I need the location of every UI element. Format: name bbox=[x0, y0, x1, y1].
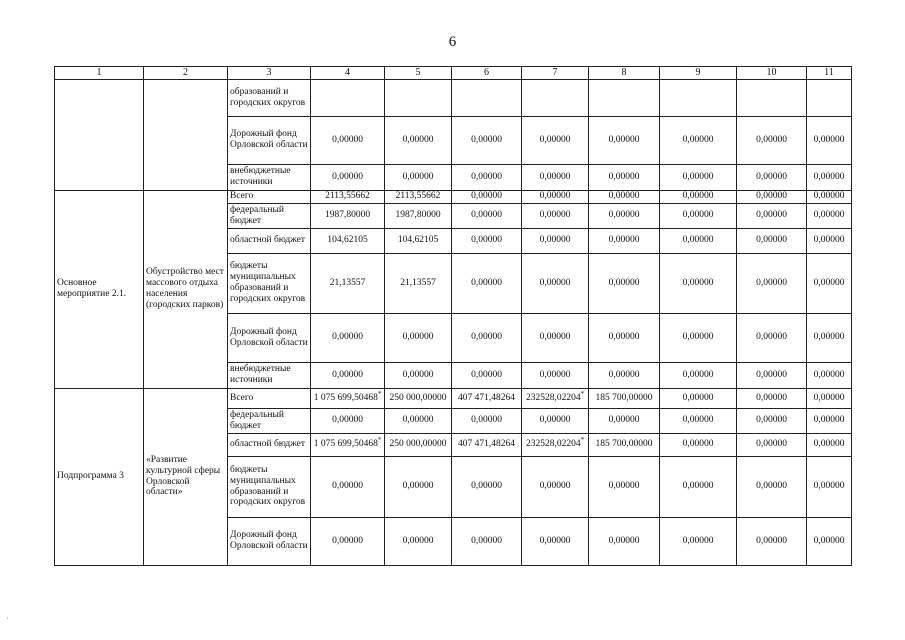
value-text: 0,00000 bbox=[402, 535, 434, 546]
value-cell bbox=[385, 313, 452, 362]
table-row bbox=[55, 79, 852, 116]
value-text: 0,00000 bbox=[608, 171, 640, 182]
value-text: 0,00000 bbox=[402, 332, 434, 343]
value-text: 0,00000 bbox=[539, 535, 571, 546]
value-text: 407 471,48264 bbox=[458, 439, 515, 450]
value-text: 0,00000 bbox=[756, 369, 787, 380]
header-cell: 7 bbox=[522, 67, 589, 80]
funding-source-cell: областной бюджет bbox=[228, 433, 311, 456]
value-text: 0,00000 bbox=[332, 171, 363, 182]
footnote-asterisk: * bbox=[377, 436, 382, 445]
value-text: 0,00000 bbox=[539, 369, 571, 380]
value-text: 104,62105 bbox=[327, 235, 368, 246]
value-cell bbox=[522, 408, 589, 433]
value-cell bbox=[522, 388, 589, 408]
funding-source-cell: федеральный бюджет bbox=[228, 203, 311, 228]
value-cell bbox=[589, 164, 660, 190]
value-cell bbox=[385, 79, 452, 116]
value-cell bbox=[660, 164, 737, 190]
budget-table bbox=[54, 66, 852, 566]
value-text: 0,00000 bbox=[813, 210, 845, 221]
value-cell bbox=[737, 456, 807, 517]
value-cell bbox=[660, 388, 737, 408]
value-text: 0,00000 bbox=[682, 369, 714, 380]
value-cell bbox=[522, 517, 589, 565]
funding-source-cell: Всего bbox=[228, 388, 311, 408]
value-text: 0,00000 bbox=[756, 415, 787, 426]
value-cell bbox=[589, 388, 660, 408]
value-cell bbox=[737, 228, 807, 253]
value-text: 0,00000 bbox=[682, 535, 714, 546]
value-text: 0,00000 bbox=[608, 235, 640, 246]
value-text: 0,00000 bbox=[756, 332, 787, 343]
value-cell bbox=[660, 456, 737, 517]
value-cell bbox=[385, 203, 452, 228]
value-text: 0,00000 bbox=[756, 535, 787, 546]
value-text: 0,00000 bbox=[682, 277, 714, 288]
value-cell bbox=[660, 253, 737, 313]
value-cell bbox=[311, 190, 385, 203]
value-cell bbox=[311, 228, 385, 253]
value-text: 0,00000 bbox=[608, 415, 640, 426]
value-text: 0,00000 bbox=[539, 415, 571, 426]
value-cell bbox=[452, 253, 522, 313]
value-text: 0,00000 bbox=[539, 134, 571, 145]
header-cell: 1 bbox=[55, 67, 144, 80]
measure-name-cell: Основное мероприятие 2.1. bbox=[55, 190, 144, 388]
value-cell bbox=[452, 116, 522, 164]
value-text: 0,00000 bbox=[402, 134, 434, 145]
value-text: 0,00000 bbox=[682, 481, 714, 492]
measure-name-cell bbox=[55, 79, 144, 190]
value-cell bbox=[452, 388, 522, 408]
value-text: 2113,55662 bbox=[325, 191, 370, 202]
value-text: 0,00000 bbox=[756, 481, 787, 492]
value-cell bbox=[589, 190, 660, 203]
value-text: 0,00000 bbox=[756, 277, 787, 288]
value-text: 0,00000 bbox=[402, 481, 434, 492]
value-cell bbox=[522, 313, 589, 362]
value-text: 0,00000 bbox=[608, 369, 640, 380]
value-text: 1 075 699,50468 bbox=[313, 439, 378, 450]
value-text: 0,00000 bbox=[332, 369, 363, 380]
value-cell bbox=[737, 164, 807, 190]
value-cell bbox=[385, 456, 452, 517]
value-cell bbox=[737, 433, 807, 456]
value-text: 0,00000 bbox=[332, 481, 363, 492]
value-cell bbox=[385, 517, 452, 565]
value-text: 0,00000 bbox=[756, 210, 787, 221]
value-cell bbox=[807, 79, 852, 116]
value-text: 0,00000 bbox=[608, 134, 640, 145]
value-cell bbox=[522, 362, 589, 388]
funding-source-cell: Дорожный фонд Орловской области bbox=[228, 116, 311, 164]
value-cell bbox=[311, 388, 385, 408]
funding-source-cell: Дорожный фонд Орловской области bbox=[228, 313, 311, 362]
value-cell bbox=[807, 433, 852, 456]
value-text: 0,00000 bbox=[402, 171, 434, 182]
stray-mark: · bbox=[6, 614, 9, 623]
value-cell bbox=[452, 190, 522, 203]
funding-source-cell: внебюджетные источники bbox=[228, 164, 311, 190]
value-text: 0,00000 bbox=[682, 191, 714, 202]
value-text: 0,00000 bbox=[608, 277, 640, 288]
value-text: 0,00000 bbox=[682, 439, 714, 450]
funding-source-cell: образований и городских округов bbox=[228, 79, 311, 116]
header-cell: 2 bbox=[144, 67, 228, 80]
value-text: 0,00000 bbox=[471, 134, 502, 145]
measure-title-cell: Обустройство мест массового отдыха населения (городских парков) bbox=[144, 190, 228, 388]
value-cell bbox=[589, 79, 660, 116]
value-text: 0,00000 bbox=[813, 392, 845, 403]
funding-source-cell: областной бюджет bbox=[228, 228, 311, 253]
value-text: 0,00000 bbox=[756, 171, 787, 182]
value-cell bbox=[452, 203, 522, 228]
value-cell bbox=[452, 228, 522, 253]
value-cell bbox=[385, 253, 452, 313]
value-cell bbox=[311, 433, 385, 456]
value-text: 1 075 699,50468 bbox=[313, 392, 378, 403]
value-text: 0,00000 bbox=[813, 171, 845, 182]
value-cell bbox=[807, 190, 852, 203]
value-cell bbox=[311, 253, 385, 313]
value-text: 0,00000 bbox=[471, 332, 502, 343]
header-cell: 5 bbox=[385, 67, 452, 80]
value-cell bbox=[452, 408, 522, 433]
value-text: 0,00000 bbox=[813, 332, 845, 343]
value-text: 0,00000 bbox=[539, 481, 571, 492]
value-cell bbox=[737, 408, 807, 433]
value-text: 185 700,00000 bbox=[595, 392, 653, 403]
value-text: 0,00000 bbox=[471, 535, 502, 546]
value-text: 2113,55662 bbox=[395, 191, 441, 202]
value-cell bbox=[385, 408, 452, 433]
value-text: 0,00000 bbox=[332, 332, 363, 343]
funding-source-cell: бюджеты муниципальных образований и городских округов bbox=[228, 253, 311, 313]
table-row bbox=[55, 190, 852, 203]
header-cell: 4 bbox=[311, 67, 385, 80]
value-cell bbox=[807, 203, 852, 228]
value-text: 0,00000 bbox=[813, 415, 845, 426]
value-text: 0,00000 bbox=[682, 171, 714, 182]
value-text: 232528,02204 bbox=[525, 439, 581, 450]
value-cell bbox=[385, 228, 452, 253]
value-text: 0,00000 bbox=[608, 210, 640, 221]
value-text: 0,00000 bbox=[756, 392, 787, 403]
value-cell bbox=[807, 408, 852, 433]
value-cell bbox=[452, 79, 522, 116]
value-text: 0,00000 bbox=[608, 535, 640, 546]
value-text: 0,00000 bbox=[332, 415, 363, 426]
value-cell bbox=[385, 388, 452, 408]
value-text: 0,00000 bbox=[813, 481, 845, 492]
value-cell bbox=[807, 313, 852, 362]
value-text: 0,00000 bbox=[813, 191, 845, 202]
value-cell bbox=[452, 362, 522, 388]
value-cell bbox=[385, 362, 452, 388]
value-text: 21,13557 bbox=[329, 277, 366, 288]
value-text: 0,00000 bbox=[471, 415, 502, 426]
value-cell bbox=[737, 388, 807, 408]
value-cell bbox=[737, 253, 807, 313]
funding-source-cell: бюджеты муниципальных образований и городских округов bbox=[228, 456, 311, 517]
value-text: 104,62105 bbox=[397, 235, 439, 246]
header-cell: 9 bbox=[660, 67, 737, 80]
value-text: 1987,80000 bbox=[324, 210, 371, 221]
value-text: 0,00000 bbox=[539, 332, 571, 343]
value-text: 232528,02204 bbox=[525, 392, 581, 403]
value-cell bbox=[311, 517, 385, 565]
value-cell bbox=[311, 362, 385, 388]
value-cell bbox=[385, 164, 452, 190]
value-cell bbox=[737, 79, 807, 116]
header-cell: 3 bbox=[228, 67, 311, 80]
header-row bbox=[55, 67, 852, 80]
value-cell bbox=[522, 253, 589, 313]
value-cell bbox=[737, 203, 807, 228]
header-cell: 11 bbox=[807, 67, 852, 80]
value-text: 0,00000 bbox=[471, 481, 502, 492]
header-cell: 8 bbox=[589, 67, 660, 80]
value-cell bbox=[737, 313, 807, 362]
funding-source-cell: Всего bbox=[228, 190, 311, 203]
value-cell bbox=[452, 164, 522, 190]
value-cell bbox=[807, 456, 852, 517]
value-text: 0,00000 bbox=[471, 171, 502, 182]
value-text: 0,00000 bbox=[813, 235, 845, 246]
value-text: 0,00000 bbox=[756, 134, 787, 145]
value-cell bbox=[311, 203, 385, 228]
value-cell bbox=[522, 456, 589, 517]
value-cell bbox=[737, 190, 807, 203]
footnote-asterisk: * bbox=[580, 436, 585, 445]
value-cell bbox=[807, 116, 852, 164]
value-text: 0,00000 bbox=[813, 535, 845, 546]
value-text: 0,00000 bbox=[756, 235, 787, 246]
header-cell: 10 bbox=[737, 67, 807, 80]
measure-name-cell: Подпрограмма 3 bbox=[55, 388, 144, 565]
value-cell bbox=[807, 253, 852, 313]
value-cell bbox=[807, 362, 852, 388]
value-cell bbox=[385, 433, 452, 456]
measure-title-cell: «Развитие культурной сферы Орловской области» bbox=[144, 388, 228, 565]
value-cell bbox=[522, 203, 589, 228]
value-text: 250 000,00000 bbox=[389, 392, 447, 403]
value-cell bbox=[807, 164, 852, 190]
measure-title-cell bbox=[144, 79, 228, 190]
value-cell bbox=[807, 228, 852, 253]
value-text: 0,00000 bbox=[682, 235, 714, 246]
budget-table-body bbox=[55, 67, 852, 566]
value-text: 0,00000 bbox=[682, 415, 714, 426]
value-text: 0,00000 bbox=[682, 332, 714, 343]
value-cell bbox=[452, 517, 522, 565]
value-cell bbox=[807, 388, 852, 408]
value-cell bbox=[589, 408, 660, 433]
value-cell bbox=[589, 203, 660, 228]
footnote-asterisk: * bbox=[580, 389, 585, 398]
page-number: 6 bbox=[448, 34, 457, 50]
value-text: 0,00000 bbox=[756, 191, 787, 202]
value-text: 0,00000 bbox=[539, 171, 571, 182]
value-text: 0,00000 bbox=[332, 535, 363, 546]
value-cell bbox=[660, 362, 737, 388]
value-text: 250 000,00000 bbox=[389, 439, 447, 450]
value-cell bbox=[452, 433, 522, 456]
value-cell bbox=[522, 190, 589, 203]
header-cell: 6 bbox=[452, 67, 522, 80]
value-cell bbox=[522, 164, 589, 190]
value-cell bbox=[311, 456, 385, 517]
value-cell bbox=[589, 362, 660, 388]
value-text: 0,00000 bbox=[402, 415, 434, 426]
value-text: 0,00000 bbox=[813, 369, 845, 380]
funding-source-cell: внебюджетные источники bbox=[228, 362, 311, 388]
value-cell bbox=[311, 408, 385, 433]
value-text: 0,00000 bbox=[539, 277, 571, 288]
value-text: 0,00000 bbox=[608, 332, 640, 343]
value-cell bbox=[522, 116, 589, 164]
footnote-asterisk: * bbox=[377, 389, 382, 398]
table-row bbox=[55, 388, 852, 408]
value-text: 0,00000 bbox=[539, 235, 571, 246]
value-text: 0,00000 bbox=[539, 191, 571, 202]
value-cell bbox=[807, 517, 852, 565]
value-cell bbox=[311, 164, 385, 190]
value-text: 0,00000 bbox=[332, 134, 363, 145]
value-cell bbox=[452, 313, 522, 362]
value-text: 0,00000 bbox=[813, 439, 845, 450]
value-cell bbox=[660, 313, 737, 362]
funding-source-cell: федеральный бюджет bbox=[228, 408, 311, 433]
value-text: 0,00000 bbox=[539, 210, 571, 221]
value-cell bbox=[660, 190, 737, 203]
value-text: 0,00000 bbox=[608, 481, 640, 492]
value-text: 0,00000 bbox=[813, 277, 845, 288]
value-text: 0,00000 bbox=[471, 210, 502, 221]
value-cell bbox=[589, 456, 660, 517]
value-cell bbox=[589, 517, 660, 565]
value-cell bbox=[737, 362, 807, 388]
value-cell bbox=[522, 79, 589, 116]
value-cell bbox=[522, 228, 589, 253]
value-text: 0,00000 bbox=[471, 235, 502, 246]
value-text: 0,00000 bbox=[682, 392, 714, 403]
value-text: 0,00000 bbox=[756, 439, 787, 450]
value-text: 0,00000 bbox=[682, 210, 714, 221]
value-text: 0,00000 bbox=[608, 191, 640, 202]
value-cell bbox=[660, 517, 737, 565]
value-cell bbox=[589, 313, 660, 362]
value-cell bbox=[311, 79, 385, 116]
value-cell bbox=[660, 408, 737, 433]
value-text: 0,00000 bbox=[471, 369, 502, 380]
value-cell bbox=[452, 456, 522, 517]
value-cell bbox=[660, 203, 737, 228]
value-cell bbox=[589, 116, 660, 164]
funding-source-cell: Дорожный фонд Орловской области bbox=[228, 517, 311, 565]
value-text: 185 700,00000 bbox=[595, 439, 653, 450]
value-cell bbox=[311, 313, 385, 362]
value-cell bbox=[660, 228, 737, 253]
value-cell bbox=[589, 228, 660, 253]
value-cell bbox=[311, 116, 385, 164]
value-cell bbox=[589, 433, 660, 456]
value-text: 407 471,48264 bbox=[458, 392, 515, 403]
value-text: 0,00000 bbox=[471, 191, 502, 202]
value-cell bbox=[737, 517, 807, 565]
value-cell bbox=[385, 190, 452, 203]
value-cell bbox=[737, 116, 807, 164]
value-text: 1987,80000 bbox=[395, 210, 441, 221]
value-cell bbox=[522, 433, 589, 456]
value-cell bbox=[589, 253, 660, 313]
value-cell bbox=[385, 116, 452, 164]
value-text: 21,13557 bbox=[400, 277, 436, 288]
value-cell bbox=[660, 79, 737, 116]
value-cell bbox=[660, 433, 737, 456]
value-text: 0,00000 bbox=[402, 369, 434, 380]
value-text: 0,00000 bbox=[682, 134, 714, 145]
value-cell bbox=[660, 116, 737, 164]
value-text: 0,00000 bbox=[813, 134, 845, 145]
value-text: 0,00000 bbox=[471, 277, 502, 288]
